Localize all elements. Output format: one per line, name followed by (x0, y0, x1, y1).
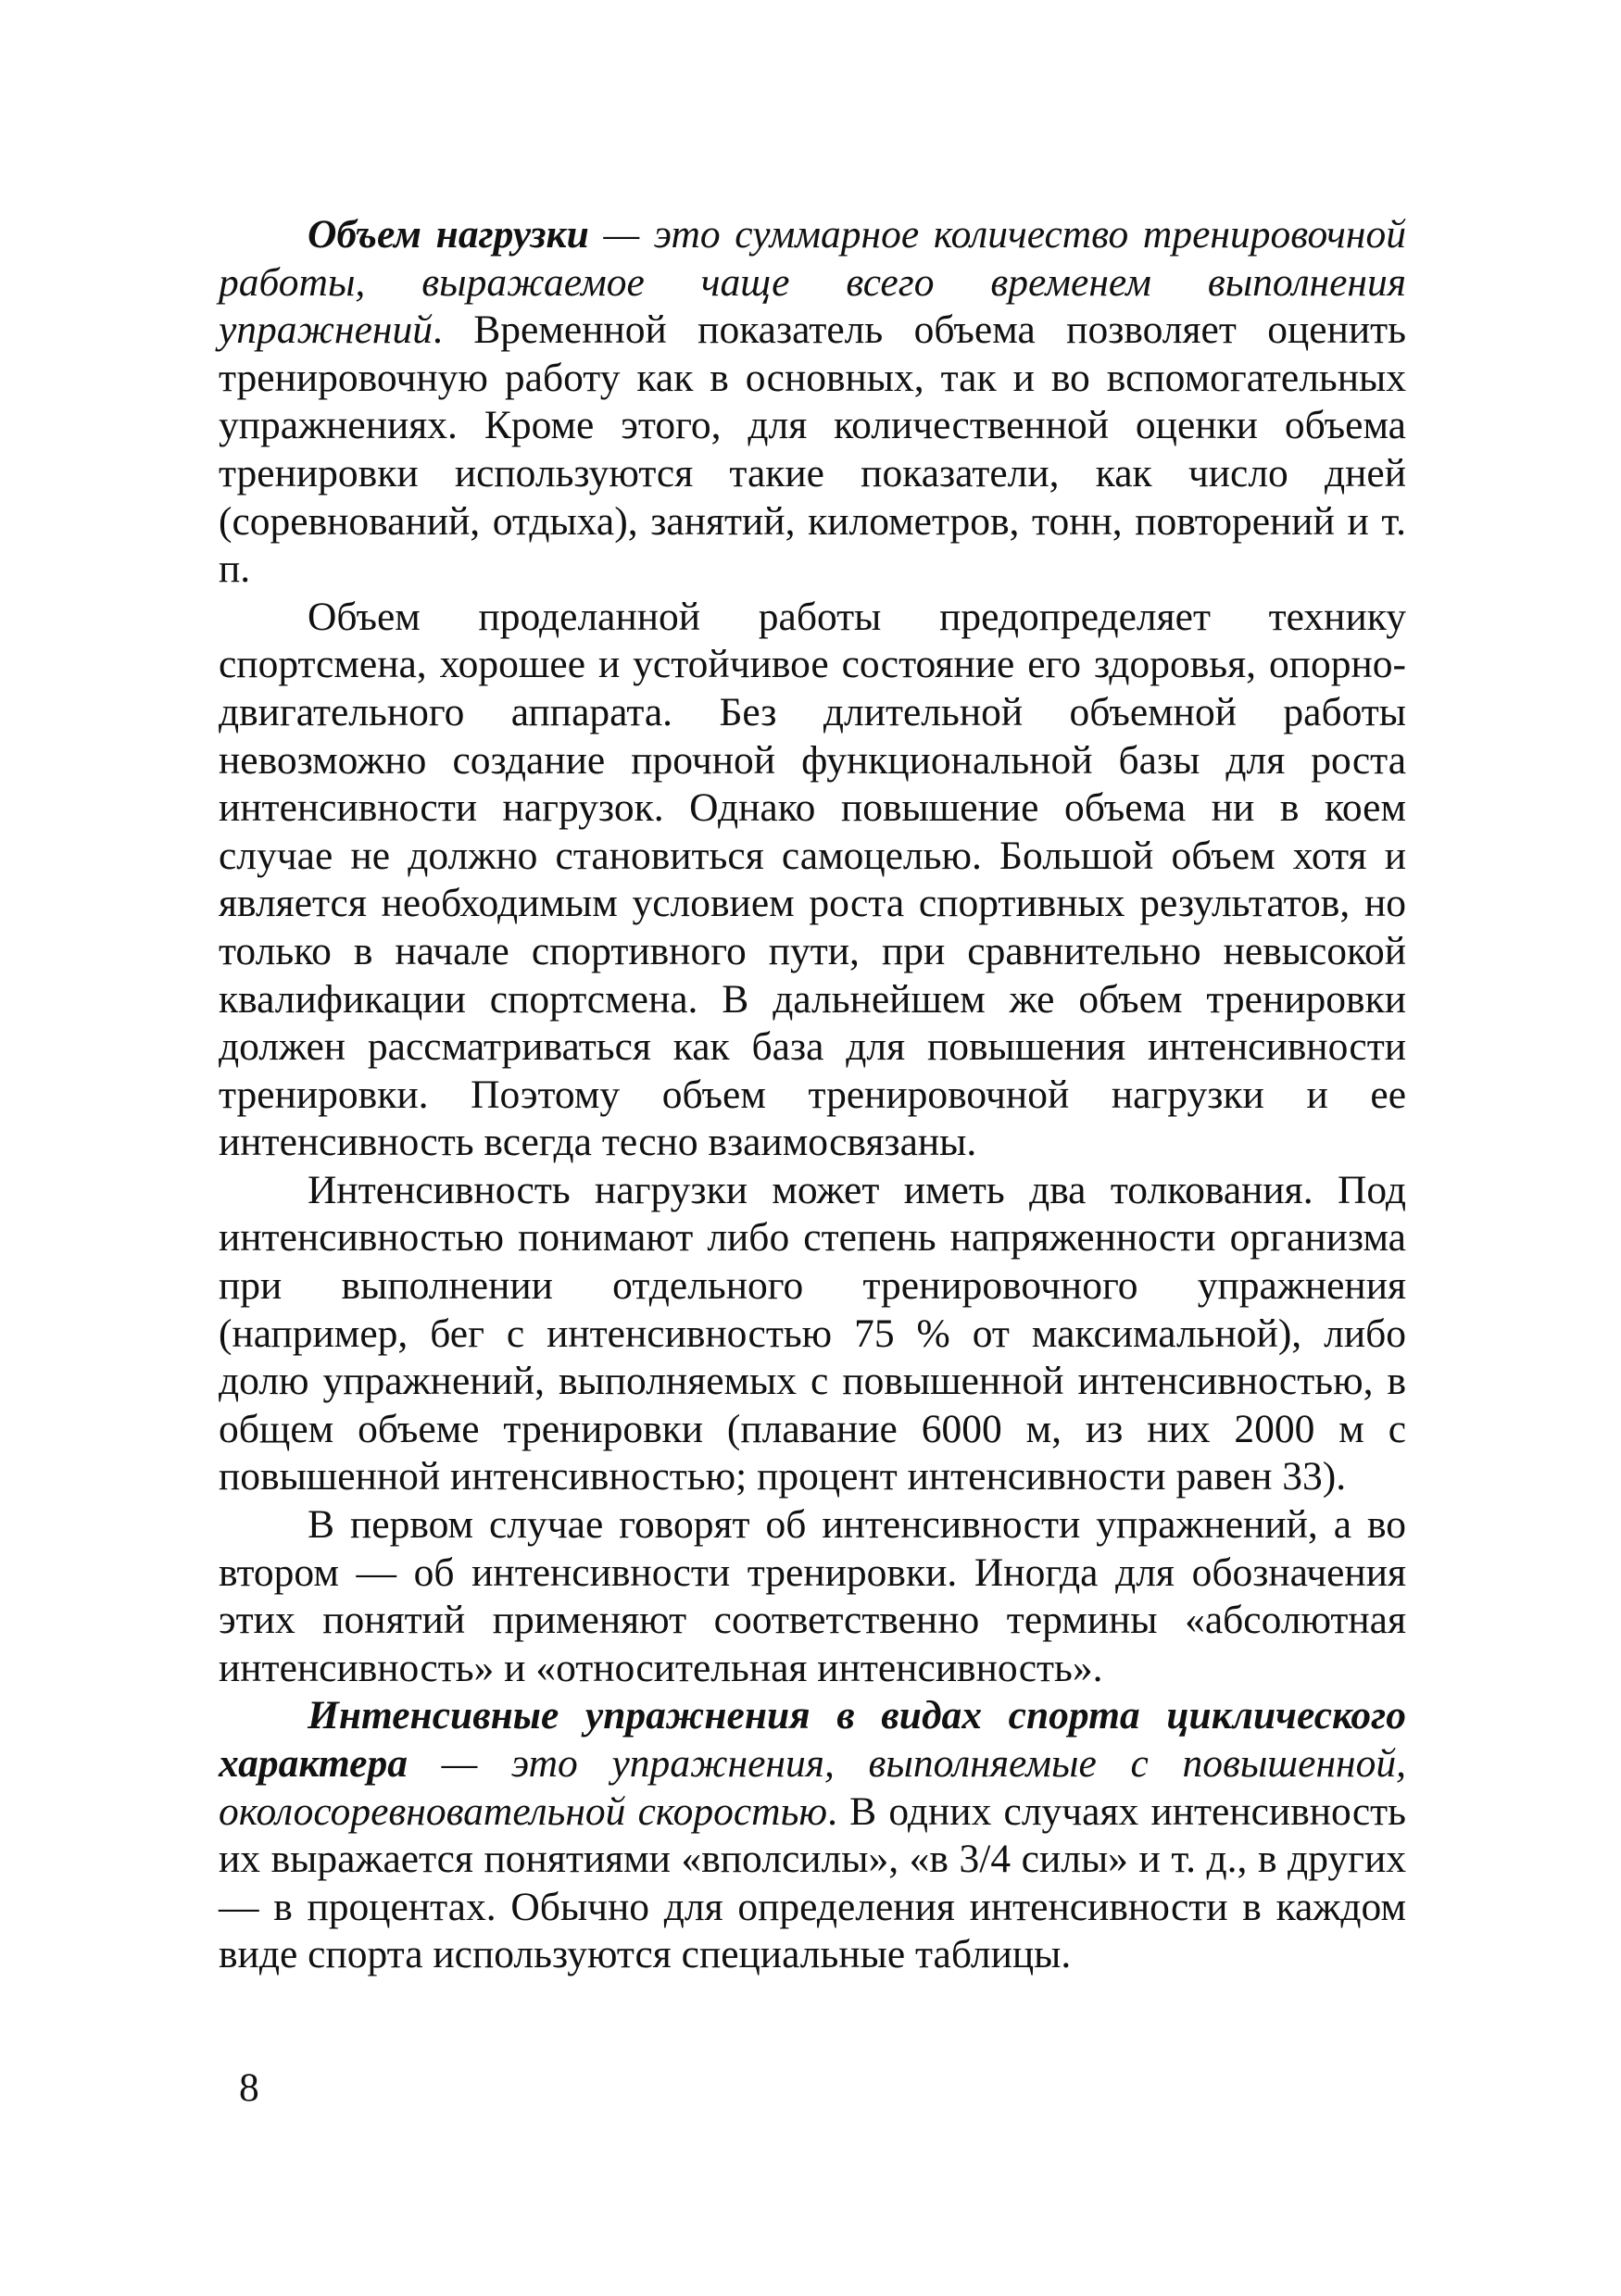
paragraph-volume-importance (219, 594, 1406, 1167)
paragraph-intensive-exercises (219, 1692, 1406, 1979)
definition-load-volume: — это суммарное количество тренировочной работы, выражаемое чаще всего временем выполнения упражнений (219, 212, 1406, 353)
paragraph-text: . Временной показатель объема позволяет оценить тренировочную работу как в основных, так и во вспомогательных упражнениях. Кроме этого, для количественной оценки объема тренировки используются такие показатели, как число дней (соревнований, отдыха), занятий, километров, тонн, повторений и т. п. (219, 307, 1406, 592)
term-load-volume: Объем нагрузки (308, 212, 589, 257)
term-intensive-exercises: Интенсивные упражнения в видах спорта циклического характера (219, 1693, 1406, 1786)
paragraph-text: . В одних случаях интенсивность их выражается понятиями «вполсилы», «в 3/4 силы» и т. д., в других — в процентах. Обычно для определения интенсивности в каждом виде спорта используются специальные таблицы. (219, 1788, 1407, 1977)
paragraph-intensity-meaning (219, 1167, 1406, 1501)
page-number: 8 (239, 2065, 259, 2110)
paragraph-text: Интенсивность нагрузки может иметь два толкования. Под интенсивностью понимают либо степень напряженности организма при выполнении отдельного тренировочного упражнения (например, бег с интенсивностью 75 % от максимальной), либо долю упражнений, выполняемых с повышенной интенсивностью, в общем объеме тренировки (плавание 6000 м, из них 2000 м с повышенной интенсивностью; процент интенсивности равен 33). (219, 1167, 1406, 1499)
paragraph-load-volume (219, 211, 1406, 594)
paragraph-intensity-terms (219, 1501, 1406, 1692)
definition-intensive-exercises: — это упражнения, выполняемые с повышенной, околосоревновательной скоростью (219, 1741, 1406, 1834)
page-body (219, 211, 1406, 1979)
paragraph-text: В первом случае говорят об интенсивности упражнений, а во втором — об интенсивности тренировки. Иногда для обозначения этих понятий применяют соответственно термины «абсолютная интенсивность» и «относительная интенсивность». (219, 1502, 1406, 1690)
paragraph-text: Объем проделанной работы предопределяет технику спортсмена, хорошее и устойчивое состояние его здоровья, опорно-двигательного аппарата. Без длительной объемной работы невозможно создание прочной функциональной базы для роста интенсивности нагрузок. Однако повышение объема ни в коем случае не должно становиться самоцелью. Большой объем хотя и является необходимым условием роста спортивных результатов, но только в начале спортивного пути, при сравнительно невысокой квалификации спортсмена. В дальнейшем же объем тренировки должен рассматриваться как база для повышения интенсивности тренировки. Поэтому объем тренировочной нагрузки и ее интенсивность всегда тесно взаимосвязаны. (219, 594, 1406, 1165)
